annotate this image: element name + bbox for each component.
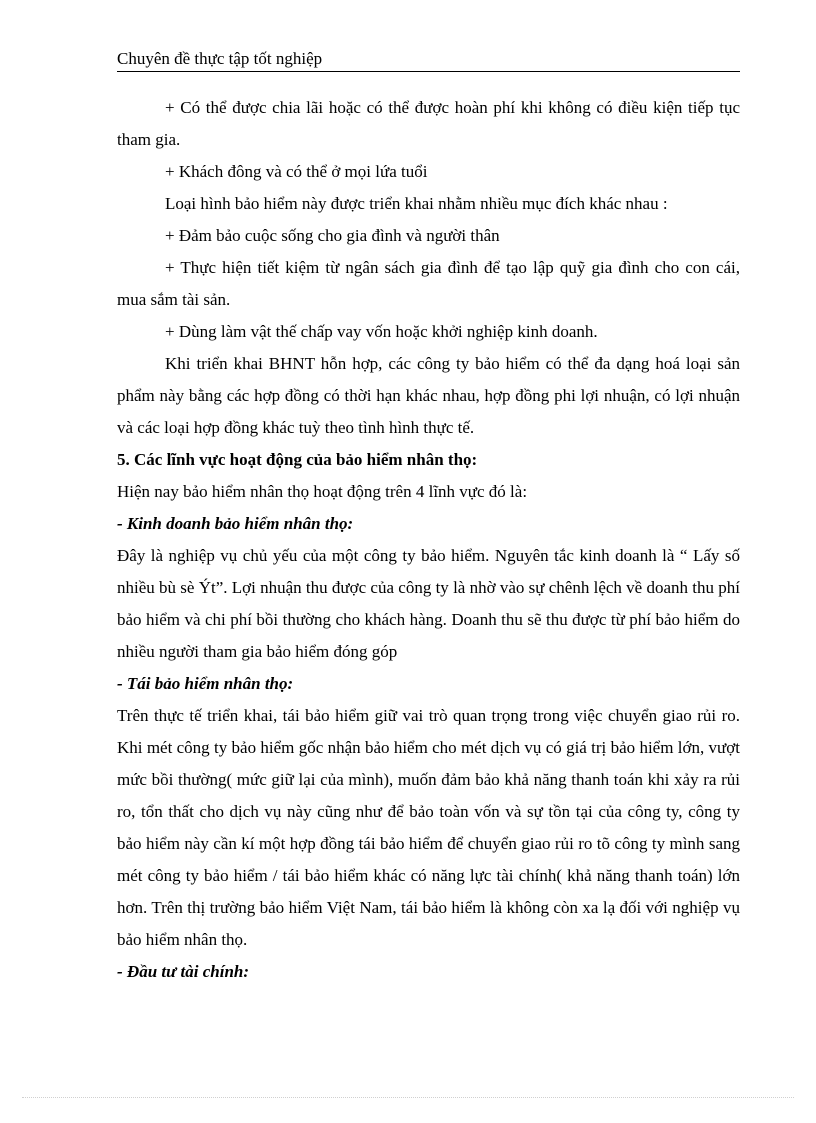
paragraph-business-description: Đây là nghiệp vụ chủ yếu của một công ty bảo hiểm. Nguyên tắc kinh doanh là “ Lấy số nhiều bù sè Ýt”. Lợi nhuận thu được của công ty là nhờ vào sự chênh lệch về doanh thu phí bảo hiểm và chi phí bồi thường cho khách hàng. Doanh thu sẽ thu được từ phí bảo hiểm do nhiều người tham gia bảo hiểm đóng góp	[117, 546, 740, 661]
page-header: Chuyên đề thực tập tốt nghiệp	[117, 49, 323, 68]
paragraph-reinsurance-description: Trên thực tế triển khai, tái bảo hiểm giữ vai trò quan trọng trong việc chuyển giao rủi ro. Khi mét công ty bảo hiểm gốc nhận bảo hiểm cho mét dịch vụ có giá trị bảo hiểm lớn, vượt mức bồi thường( mức giữ lại của mình), muốn đảm bảo khả năng thanh toán khi xảy ra rủi ro, tổn thất cho dịch vụ này cũng như để bảo toàn vốn và sự tồn tại của công ty, công ty bảo hiểm này cần kí một hợp đồng tái bảo hiểm để chuyển giao rủi ro tõ công ty mình sang mét công ty bảo hiểm / tái bảo hiểm khác có năng lực tài chính( khả năng thanh toán) lớn hơn. Trên thị trường bảo hiểm Việt Nam, tái bảo hiểm là không còn xa lạ đối với nghiệp vụ bảo hiểm nhân thọ.	[117, 706, 740, 949]
paragraph-four-fields: Hiện nay bảo hiểm nhân thọ hoạt động trên 4 lĩnh vực đó là:	[117, 482, 528, 501]
paragraph-bullet-family-life: + Đảm bảo cuộc sống cho gia đình và người thân	[165, 226, 500, 245]
page-bottom-divider	[22, 1097, 794, 1098]
paragraph-bullet-collateral: + Dùng làm vật thế chấp vay vốn hoặc khởi nghiệp kinh doanh.	[165, 322, 598, 341]
subheading-financial-investment: - Đầu tư tài chính:	[117, 962, 250, 981]
subheading-reinsurance: - Tái bảo hiểm nhân thọ:	[117, 674, 294, 693]
paragraph-bullet-all-ages: + Khách đông và có thể ở mọi lứa tuổi	[165, 162, 428, 181]
paragraph-purposes-intro: Loại hình bảo hiểm này được triển khai nhằm nhiều mục đích khác nhau :	[165, 194, 668, 213]
paragraph-bullet-profit-refund: + Có thể được chia lãi hoặc có thể được hoàn phí khi không có điều kiện tiếp tục tham gia.	[117, 98, 740, 149]
header-divider	[117, 71, 740, 72]
paragraph-mixed-insurance: Khi triển khai BHNT hỗn hợp, các công ty bảo hiểm có thể đa dạng hoá loại sản phẩm này bằng các hợp đồng có thời hạn khác nhau, hợp đồng phi lợi nhuận, có lợi nhuận và các loại hợp đồng khác tuỳ theo tình hình thực tế.	[117, 354, 740, 437]
document-body	[117, 92, 740, 988]
paragraph-bullet-savings: + Thực hiện tiết kiệm từ ngân sách gia đình để tạo lập quỹ gia đình cho con cái, mua sắm tài sản.	[117, 258, 740, 309]
section-heading-5: 5. Các lĩnh vực hoạt động của bảo hiểm nhân thọ:	[117, 450, 478, 469]
subheading-life-insurance-business: - Kinh doanh bảo hiểm nhân thọ:	[117, 514, 354, 533]
